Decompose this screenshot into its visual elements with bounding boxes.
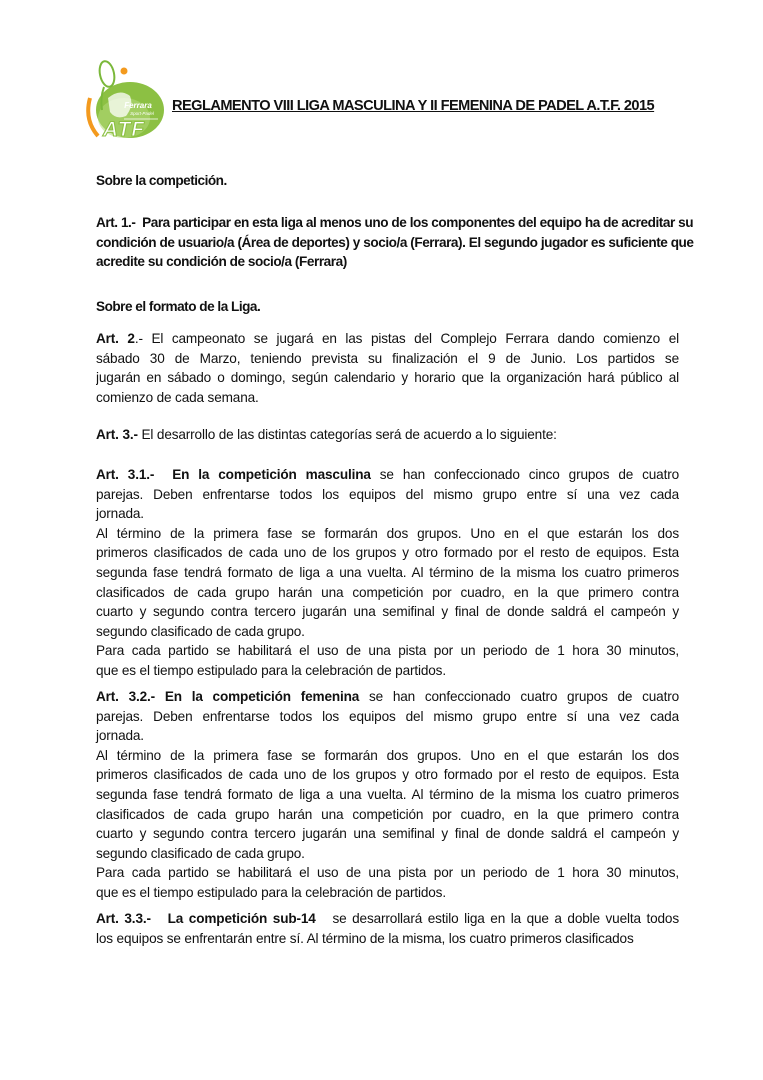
document-title: REGLAMENTO VIII LIGA MASCULINA Y II FEMENINA DE PADEL A.T.F. 2015 xyxy=(172,98,655,114)
article-3-1-line: clasificados de cada grupo harán una competición por cuadro, en la que primero contra xyxy=(96,584,679,600)
article-3-1-line: parejas. Deben enfrentarse todos los equipos del mismo grupo entre sí una vez cada xyxy=(96,486,679,502)
logo-graphic xyxy=(80,58,166,142)
article-2-label: Art. 2 xyxy=(96,331,135,346)
article-3-2-line: clasificados de cada grupo harán una competición por cuadro, en la que primero contra xyxy=(96,806,679,822)
article-3-2-line: segundo clasificado de cada grupo. xyxy=(96,845,305,861)
article-3-3-line: se desarrollará estilo liga en la que a doble vuelta todos xyxy=(332,911,679,926)
logo-ball xyxy=(121,68,128,75)
article-3-2-line: jornada. xyxy=(96,728,144,744)
article-2 xyxy=(96,329,679,407)
article-3-2-line: se han confeccionado cuatro grupos de cuatro xyxy=(369,689,679,704)
section-heading-competicion: Sobre la competición. xyxy=(96,173,227,188)
article-3-1-line: cuarto y segundo contra tercero jugarán una semifinal y final de donde saldrá el campeón y xyxy=(96,604,679,620)
article-1 xyxy=(96,213,694,272)
article-1-label: Art. 1.- xyxy=(96,215,136,230)
article-2-line: .- El campeonato se jugará en las pistas del Complejo Ferrara dando comienzo el xyxy=(134,331,679,346)
article-3-1-line: segunda fase tendrá formato de liga a una vuelta. Al término de la misma los cuatro primeros xyxy=(96,564,679,580)
article-3-3-label: Art. 3.3.- xyxy=(96,911,151,926)
article-1-line: condición de usuario/a (Área de deportes) y socio/a (Ferrara). El segundo jugador es suficiente que xyxy=(96,234,694,250)
atf-ferrara-logo xyxy=(80,58,166,142)
article-3-2-line: Al término de la primera fase se formarán dos grupos. Uno en el que estarán los dos xyxy=(96,747,679,763)
article-3-3 xyxy=(96,909,679,948)
logo-racket xyxy=(97,60,116,88)
article-3-2-line: primeros clasificados de cada uno de los grupos y otro formado por el resto de equipos. Esta xyxy=(96,767,679,783)
logo-sport-text: Sport-Padel xyxy=(130,111,154,116)
article-3-1-line: que es el tiempo estipulado para la celebración de partidos. xyxy=(96,662,446,678)
article-3 xyxy=(96,425,679,445)
article-3-2-line: parejas. Deben enfrentarse todos los equipos del mismo grupo entre sí una vez cada xyxy=(96,708,679,724)
article-3-1 xyxy=(96,465,679,681)
article-3-label: Art. 3.- xyxy=(96,427,138,442)
article-3-1-lead: En la competición masculina xyxy=(172,467,371,482)
section-heading-formato: Sobre el formato de la Liga. xyxy=(96,299,261,314)
article-3-2 xyxy=(96,687,679,903)
article-3-2-label: Art. 3.2.- xyxy=(96,689,156,704)
article-3-3-lead: La competición sub-14 xyxy=(167,911,316,926)
logo-atf-text: ATF xyxy=(102,118,146,141)
article-3-2-line: cuarto y segundo contra tercero jugarán una semifinal y final de donde saldrá el campeón y xyxy=(96,826,679,842)
article-3-text: El desarrollo de las distintas categorías será de acuerdo a lo siguiente: xyxy=(141,427,557,442)
article-3-1-label: Art. 3.1.- xyxy=(96,467,155,482)
article-3-1-line: primeros clasificados de cada uno de los grupos y otro formado por el resto de equipos. Esta xyxy=(96,545,679,561)
logo-orange-swoosh xyxy=(88,98,98,136)
article-3-1-line: se han confeccionado cinco grupos de cuatro xyxy=(379,467,679,482)
article-3-1-line: Al término de la primera fase se formarán dos grupos. Uno en el que estarán los dos xyxy=(96,525,679,541)
article-1-line: Para participar en esta liga al menos uno de los componentes del equipo ha de acreditar su xyxy=(142,215,694,230)
article-2-line: sábado 30 de Marzo, teniendo prevista su finalización el 9 de Junio. Los partidos se xyxy=(96,350,679,366)
article-3-3-line: los equipos se enfrentarán entre sí. Al término de la misma, los cuatro primeros clasificados xyxy=(96,930,634,946)
article-3-2-lead: En la competición femenina xyxy=(164,689,360,704)
article-3-2-line: segunda fase tendrá formato de liga a una vuelta. Al término de la misma los cuatro primeros xyxy=(96,786,679,802)
article-3-1-line: jornada. xyxy=(96,506,144,522)
logo-ferrara-text: Ferrara xyxy=(124,101,152,110)
article-2-line: jugarán en sábado o domingo, según calendario y horario que la organización hará público al xyxy=(96,370,679,386)
article-3-1-line: segundo clasificado de cada grupo. xyxy=(96,623,305,639)
article-2-line: comienzo de cada semana. xyxy=(96,389,259,405)
article-3-1-line: Para cada partido se habilitará el uso de una pista por un periodo de 1 hora 30 minutos, xyxy=(96,643,679,659)
article-1-line: acredite su condición de socio/a (Ferrara) xyxy=(96,254,347,270)
article-3-2-line: Para cada partido se habilitará el uso de una pista por un periodo de 1 hora 30 minutos, xyxy=(96,865,679,881)
article-3-2-line: que es el tiempo estipulado para la celebración de partidos. xyxy=(96,884,446,900)
